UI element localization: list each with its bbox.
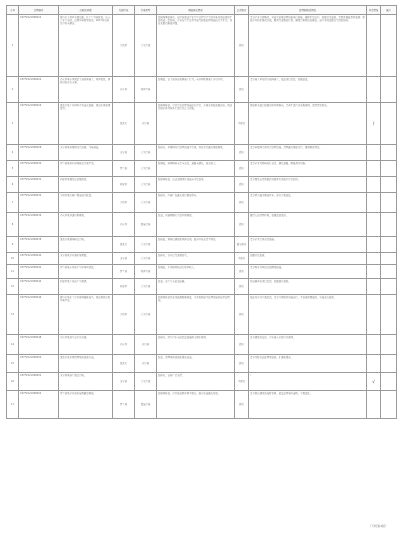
- cell-no: 13: [7, 295, 19, 335]
- table-row: [7, 373, 397, 391]
- cell-verdict: 不属实: [235, 103, 249, 145]
- cell-no: 17: [7, 391, 19, 419]
- cell-issue: 永宁县某养殖场粪污乱排，气味刺鼻。: [59, 145, 113, 161]
- cell-result: 责令施工单位停止夜间施工，依法进行处罚，加强巡查。: [249, 77, 367, 103]
- cell-type: 噪声污染: [135, 77, 157, 103]
- cell-result: 责令建设沉淀池，污水接入市政污水管网。: [249, 335, 367, 355]
- cell-id: X3YFZ121808254: [19, 391, 59, 419]
- cell-district: 永宁县: [113, 145, 135, 161]
- cell-district: 贺兰县: [113, 391, 135, 419]
- cell-remark: [381, 265, 397, 279]
- cell-remark: [381, 295, 397, 335]
- cell-id: X3YFZ121808246: [19, 295, 59, 335]
- cell-check: 经核实，该砖厂已关停。: [157, 373, 235, 391]
- cell-check: 经核实，企业已完成煤改气。: [157, 253, 235, 265]
- cell-verdict: 不属实: [235, 253, 249, 265]
- cell-issue: 灵武市某垃圾填埋场渗滤液外溢。: [59, 355, 113, 373]
- cell-accountability: /: [367, 103, 381, 145]
- cell-no: 16: [7, 373, 19, 391]
- cell-result: /: [249, 373, 367, 391]
- table-header-row: [7, 6, 397, 15]
- header-check: 调查核实情况: [157, 6, 235, 15]
- cell-issue: 银川市金凤区丰源东路，化工厂异味扰民，出入户业主反映，近期异味明显加重，2017年反映至今仍未解决。: [59, 15, 113, 77]
- cell-check: 经核实，汽修厂在露天进行喷漆作业。: [157, 193, 235, 213]
- cell-result: 依法对企业立案处罚，责令立即恢复设施运行，并安装视频监控，实施重点监管。: [249, 295, 367, 335]
- cell-accountability: √: [367, 373, 381, 391]
- cell-result: 督促相关部门加强沟渠环境整治，完善生活污水收集管网，定期清淤保洁。: [249, 103, 367, 145]
- cell-remark: [381, 237, 397, 253]
- cell-remark: [381, 77, 397, 103]
- table-row: [7, 77, 397, 103]
- header-remark: 备注: [381, 6, 397, 15]
- header-accountability: 问责情况: [367, 6, 381, 15]
- table-row: [7, 265, 397, 279]
- cell-accountability: [367, 391, 381, 419]
- cell-remark: [381, 279, 397, 295]
- cell-verdict: 属实: [235, 355, 249, 373]
- cell-id: X3YFZ121808232: [19, 177, 59, 193]
- cell-id: X3YFZ121808238: [19, 237, 59, 253]
- cell-verdict: 属实: [235, 295, 249, 335]
- table-row: [7, 213, 397, 237]
- cell-type: 大气污染: [135, 177, 157, 193]
- cell-remark: [381, 335, 397, 355]
- cell-type: 水污染: [135, 103, 157, 145]
- cell-issue: 永宁县某砖厂烟尘污染。: [59, 373, 113, 391]
- cell-check: 经调查，车库排风机运行噪声较大。: [157, 265, 235, 279]
- cell-issue: 西夏区某工地渣土车抛洒。: [59, 279, 113, 295]
- cell-no: 6: [7, 177, 19, 193]
- cell-verdict: 属实: [235, 145, 249, 161]
- cell-accountability: [367, 295, 381, 335]
- cell-type: 大气污染: [135, 295, 157, 335]
- cell-check: 经核实，养殖场粪污处理设施不完善，存在粪污露天堆放现象。: [157, 145, 235, 161]
- cell-accountability: [367, 213, 381, 237]
- cell-check: 经查，填埋场渗滤液收集池满溢。: [157, 355, 235, 373]
- cell-result: 对运输单位进行处罚，加强源头管控。: [249, 279, 367, 295]
- cell-id: X3YFZ121808236: [19, 213, 59, 237]
- header-result: 处理和整改情况: [249, 6, 367, 15]
- cell-district: 金凤区: [113, 295, 135, 335]
- cell-type: 水污染: [135, 355, 157, 373]
- cell-verdict: 属实: [235, 161, 249, 177]
- cell-check: 经调查，该工地存在夜间施工行为，未办理夜间施工许可手续。: [157, 77, 235, 103]
- table-row: [7, 161, 397, 177]
- cell-result: 责令物业对风机采取降噪措施。: [249, 265, 367, 279]
- cell-id: X3YFZ121808224: [19, 77, 59, 103]
- cell-accountability: [367, 77, 381, 103]
- cell-no: 10: [7, 253, 19, 265]
- table-row: [7, 177, 397, 193]
- cell-id: X3YFZ121808240: [19, 253, 59, 265]
- cell-remark: [381, 103, 397, 145]
- cell-remark: [381, 213, 397, 237]
- cell-id: X3YFZ121808252: [19, 373, 59, 391]
- cell-check: 经核查，煤场已建设防风抑尘网，部分区域苫盖不到位。: [157, 237, 235, 253]
- cell-issue: 兴庆区某河道垃圾堆积。: [59, 213, 113, 237]
- table-row: [7, 253, 397, 265]
- cell-no: 2: [7, 77, 19, 103]
- cell-result: 责令企业立即整改，对废气收集处理设施进行检修，确保正常运行；加强日常监管，定期开展监督性监测；督促企业制定整改方案，限期完成整改任务，确保污染物达标排放，减少对周边群众生活的影响。: [249, 15, 367, 77]
- cell-issue: 西夏区某餐饮店油烟扰民。: [59, 177, 113, 193]
- cell-verdict: 属实: [235, 77, 249, 103]
- cell-issue: 永宁县某企业锅炉冒黑烟。: [59, 253, 113, 265]
- cell-id: X3YFZ121808228: [19, 145, 59, 161]
- cell-accountability: [367, 145, 381, 161]
- cell-type: 大气污染: [135, 193, 157, 213]
- cell-result: 加强日常监管。: [249, 253, 367, 265]
- cell-no: 8: [7, 213, 19, 237]
- cell-check: 经调查，料场物料未完全苫盖，道路未硬化，扬尘较大。: [157, 161, 235, 177]
- cell-issue: 贺兰县某企业危险废物随意堆放。: [59, 391, 113, 419]
- cell-no: 9: [7, 237, 19, 253]
- cell-type: 大气污染: [135, 237, 157, 253]
- cell-district: 西夏区: [113, 177, 135, 193]
- cell-no: 3: [7, 103, 19, 145]
- cell-check: 经查，河道两侧有生活垃圾堆放。: [157, 213, 235, 237]
- cell-result: 责令餐饮店清洗维护油烟净化设施并正常使用。: [249, 177, 367, 193]
- cell-no: 14: [7, 335, 19, 355]
- cell-verdict: 部分属实: [235, 237, 249, 253]
- cell-district: 灵武市: [113, 103, 135, 145]
- cell-verdict: 属实: [235, 15, 249, 77]
- cell-verdict: 属实: [235, 391, 249, 419]
- header-type: 污染类型: [135, 6, 157, 15]
- cell-result: 责令企业对物料进行苫盖，硬化道路，配备洒水设备。: [249, 161, 367, 177]
- cell-accountability: [367, 355, 381, 373]
- table-row: [7, 237, 397, 253]
- cell-issue: 银川市某化工企业夜间偷排废气，周边居民反映异味严重。: [59, 295, 113, 335]
- cell-remark: [381, 177, 397, 193]
- cell-id: X3YFZ121808248: [19, 335, 59, 355]
- cell-accountability: [367, 177, 381, 193]
- table-row: [7, 355, 397, 373]
- cell-id: X3YFZ121808250: [19, 355, 59, 373]
- cell-district: 金凤区: [113, 193, 135, 213]
- cell-id: X3YFZ121808226: [19, 103, 59, 145]
- cell-type: 大气污染: [135, 15, 157, 77]
- cell-accountability: [367, 161, 381, 177]
- cell-remark: [381, 373, 397, 391]
- cell-accountability: [367, 335, 381, 355]
- cell-result: 责令养殖场完善粪污处理设施，清理露天堆放粪污，限期整改到位。: [249, 145, 367, 161]
- cell-district: 灵武市: [113, 355, 135, 373]
- cell-id: X3YFZ121808222: [19, 15, 59, 77]
- cell-verdict: 属实: [235, 213, 249, 237]
- cell-district: 灵武市: [113, 237, 135, 253]
- cell-type: 固废污染: [135, 391, 157, 419]
- cell-accountability: [367, 237, 381, 253]
- cell-remark: [381, 355, 397, 373]
- cell-check: 经查，渣土车未密闭运输。: [157, 279, 235, 295]
- cell-no: 1: [7, 15, 19, 77]
- cell-accountability: [367, 193, 381, 213]
- cell-remark: [381, 161, 397, 177]
- cell-type: 大气污染: [135, 253, 157, 265]
- header-id: 受理编号: [19, 6, 59, 15]
- cell-result: 责令及时转运处理渗滤液，扩建收集池。: [249, 355, 367, 373]
- cell-no: 7: [7, 193, 19, 213]
- cell-remark: [381, 253, 397, 265]
- cell-district: 永宁县: [113, 253, 135, 265]
- cell-result: 责令规范建设危废暂存间，依法处置危险废物，立案查处。: [249, 391, 367, 419]
- table-row: [7, 145, 397, 161]
- cell-verdict: 不属实: [235, 373, 249, 391]
- cell-issue: 灵武市某工业园区企业废水直排，周边水体变黑发臭。: [59, 103, 113, 145]
- cell-type: 固废污染: [135, 213, 157, 237]
- cell-issue: 兴庆区某小区附近工地夜间施工，噪声扰民，居民反映多次未果。: [59, 77, 113, 103]
- cell-check: 经核实，洗车污水未经沉淀直接排入雨水管网。: [157, 335, 235, 355]
- cell-issue: 金凤区某汽修厂喷漆废气扰民。: [59, 193, 113, 213]
- cell-no: 4: [7, 145, 19, 161]
- cell-check: 经现场检查及在线监测数据核查，企业夜间废气处理设施存在停运情况。: [157, 295, 235, 335]
- cell-type: 噪声污染: [135, 265, 157, 279]
- cell-id: X3YFZ121808244: [19, 279, 59, 295]
- cell-district: 贺兰县: [113, 265, 135, 279]
- cell-check: 经现场检查，该店油烟净化设施未正常使用。: [157, 177, 235, 193]
- cell-district: 金凤区: [113, 15, 135, 77]
- cell-issue: 灵武市某煤场粉尘污染。: [59, 237, 113, 253]
- cell-accountability: [367, 15, 381, 77]
- cell-district: 兴庆区: [113, 335, 135, 355]
- cell-id: X3YFZ121808230: [19, 161, 59, 177]
- cell-verdict: 属实: [235, 265, 249, 279]
- cell-type: 大气污染: [135, 145, 157, 161]
- cell-district: 贺兰县: [113, 161, 135, 177]
- table-row: [7, 15, 397, 77]
- table-row: [7, 335, 397, 355]
- cell-accountability: [367, 279, 381, 295]
- table-row: [7, 295, 397, 335]
- cell-type: 大气污染: [135, 161, 157, 177]
- document-page: [6, 5, 396, 532]
- cell-remark: [381, 145, 397, 161]
- petition-table: [6, 5, 397, 419]
- continuation-note: （下转第4版）: [368, 524, 388, 528]
- cell-result: 组织人员清理垃圾，加强巡查保洁。: [249, 213, 367, 237]
- cell-no: 5: [7, 161, 19, 177]
- cell-verdict: 属实: [235, 177, 249, 193]
- cell-district: 西夏区: [113, 279, 135, 295]
- cell-district: 永宁县: [113, 373, 135, 391]
- cell-type: 大气污染: [135, 279, 157, 295]
- table-row: [7, 391, 397, 419]
- cell-check: 经现场检查，企业危废暂存间不规范，部分危废露天存放。: [157, 391, 235, 419]
- cell-verdict: 属实: [235, 335, 249, 355]
- cell-district: 兴庆区: [113, 77, 135, 103]
- cell-id: X3YFZ121808234: [19, 193, 59, 213]
- header-no: 序号: [7, 6, 19, 15]
- cell-no: 11: [7, 265, 19, 279]
- cell-accountability: [367, 253, 381, 265]
- cell-result: 责令停止露天喷漆作业，进行立案查处。: [249, 193, 367, 213]
- cell-no: 15: [7, 355, 19, 373]
- table-row: [7, 279, 397, 295]
- cell-issue: 贺兰县某小区地下车库噪声扰民。: [59, 265, 113, 279]
- cell-no: 12: [7, 279, 19, 295]
- header-issue: 反映的问题: [59, 6, 113, 15]
- cell-issue: 兴庆区某洗车店污水乱排。: [59, 335, 113, 355]
- table-row: [7, 103, 397, 145]
- cell-verdict: 属实: [235, 193, 249, 213]
- header-district: 行政区域: [113, 6, 135, 15]
- cell-district: 兴庆区: [113, 213, 135, 237]
- cell-accountability: [367, 265, 381, 279]
- cell-type: 大气污染: [135, 373, 157, 391]
- cell-result: 责令企业完善苫盖措施。: [249, 237, 367, 253]
- cell-remark: [381, 391, 397, 419]
- table-row: [7, 193, 397, 213]
- cell-verdict: 属实: [235, 279, 249, 295]
- cell-remark: [381, 193, 397, 213]
- cell-type: 水污染: [135, 335, 157, 355]
- cell-issue: 贺兰县某砂石料场扬尘污染严重。: [59, 161, 113, 177]
- cell-check: 经现场调查核实，该区域周边企业生产过程中产生的异味对周边居民生活造成一定影响。企业在生产过程中废气收集处理设施运行不正常，存在无组织排放问题。: [157, 15, 235, 77]
- cell-remark: [381, 15, 397, 77]
- header-verdict: 是否属实: [235, 6, 249, 15]
- cell-id: X3YFZ121808242: [19, 265, 59, 279]
- cell-check: 经现场核查，企业污水处理设施运行正常，外排水质经监测达标，周边沟渠水体异味系生活污水汇入所致。: [157, 103, 235, 145]
